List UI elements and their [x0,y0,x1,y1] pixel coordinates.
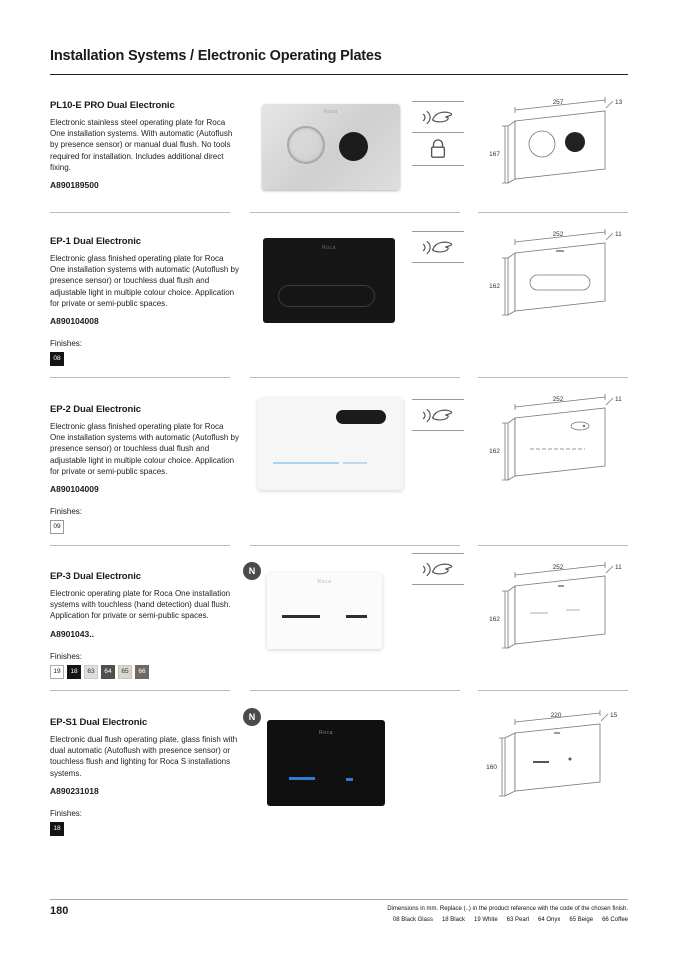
finishes-label: Finishes: [50,338,83,348]
light-strip [273,462,339,464]
dim-height: 162 [489,283,500,290]
page-number: 180 [50,905,69,917]
product-title: EP-2 Dual Electronic [50,404,141,415]
dimension-drawing [478,96,628,196]
product-title: EP-1 Dual Electronic [50,236,141,247]
new-badge: N [243,562,261,580]
finish-chip: 09 [50,520,64,534]
section-divider [50,377,230,378]
finish-chip: 64 [101,665,115,679]
product-code: A8901043.. [50,628,94,639]
flush-button [287,126,325,164]
touchless-zone [282,615,320,618]
finish-chips [50,822,240,836]
touchless-sensor-icon [412,102,464,132]
product-description: Electronic glass finished operating plate for Roca One installation systems with automatic (Autoflush by presence sensor) or touchless dual flush and adjustable light in multiple colour choice. Application for private or semi-public spaces. [50,254,239,308]
product-description: Electronic operating plate for Roca One installation systems with touchless (hand detection) dual flush. Application for private or semi-public spaces. [50,589,231,621]
padlock-icon [412,133,464,165]
product-code: A890104008 [50,315,99,326]
product-section-ep-s1 [0,690,678,895]
page-title: Installation Systems / Electronic Operating Plates [50,48,382,64]
feature-icons [412,399,464,431]
section-divider [50,545,230,546]
touchless-sensor-icon [412,232,464,262]
light-strip [346,778,353,781]
section-divider [250,212,460,213]
section-divider [478,212,628,213]
dim-width: 252 [552,564,564,571]
dim-width: 257 [552,99,564,106]
product-section-ep-1 [0,212,678,377]
dimension-drawing [478,708,628,808]
dimension-drawing [478,561,628,661]
finish-chip: 08 [50,352,64,366]
finishes-label: Finishes: [50,506,83,516]
touchless-sensor-icon [412,400,464,430]
finish-chips [50,352,240,366]
light-strip [343,462,367,464]
product-info [50,571,240,679]
finish-chips [50,520,240,534]
product-photo [258,398,403,490]
product-photo [263,238,395,323]
header-rule [50,74,628,75]
product-photo [267,720,385,806]
dim-width: 252 [552,231,564,238]
touchless-sensor-icon [412,554,464,584]
dim-height: 160 [486,764,497,771]
feature-icons [412,101,464,166]
sensor-window [336,410,386,424]
section-divider [478,690,628,691]
section-divider [250,545,460,546]
feature-icons [412,231,464,263]
product-section-pl10-e-pro [0,90,678,212]
light-strip [289,777,315,780]
section-divider [50,212,230,213]
dim-depth: 11 [615,396,622,403]
finish-legend-item: 63 Pearl [506,917,530,923]
product-photo [267,573,382,649]
dimension-drawing [478,228,628,328]
product-info [50,717,240,836]
product-code: A890231018 [50,785,99,796]
dim-depth: 11 [615,564,622,571]
product-info [50,236,240,366]
feature-icons [412,553,464,585]
finish-chip: 66 [135,665,149,679]
touchless-zone [346,615,367,618]
finish-legend-item: 08 Black Glass [392,917,433,923]
finish-legend-item: 66 Coffee [602,917,628,923]
section-divider [250,377,460,378]
section-divider [478,377,628,378]
footer-note: Dimensions in mm. Replace (..) in the product reference with the code of the chosen finish. [387,906,628,912]
icon-divider [412,165,464,166]
finish-legend [384,917,628,923]
finish-chip: 65 [118,665,132,679]
brand-logo: Roca [317,579,332,585]
dim-width: 220 [550,712,562,719]
finish-chips [50,665,240,679]
sensor-window [339,132,368,161]
new-badge: N [243,708,261,726]
dim-height: 162 [489,616,500,623]
section-divider [250,690,460,691]
product-code: A890189500 [50,179,99,190]
finish-chip: 18 [50,822,64,836]
finishes-label: Finishes: [50,808,83,818]
product-description: Electronic glass finished operating plate for Roca One installation systems with automatic (Autoflush by presence sensor) or touchless dual flush and adjustable light in multiple colour choice. Application for private or semi-public spaces. [50,422,239,476]
section-divider [478,545,628,546]
product-info [50,404,240,534]
product-section-ep-3 [0,545,678,690]
section-divider [50,690,230,691]
product-title: PL10-E PRO Dual Electronic [50,100,175,111]
dim-width: 252 [552,396,564,403]
brand-logo: Roca [318,730,334,736]
product-code: A890104009 [50,483,99,494]
finish-legend-item: 19 White [473,917,498,923]
finish-legend-item: 64 Onyx [538,917,561,923]
footer-rule [50,899,628,900]
product-section-ep-2 [0,377,678,545]
dim-depth: 15 [610,712,618,719]
brand-logo: Roca [321,245,337,251]
product-photo [262,104,400,190]
icon-divider [412,262,464,263]
finishes-label: Finishes: [50,651,83,661]
flush-control-outline [278,285,375,307]
dim-height: 167 [489,151,500,158]
product-description: Electronic stainless steel operating plate for Roca One installation systems. With automatic (Autoflush by presence sensor) or manual dual flush. No tools required for installation. Includes additional direct fixing. [50,118,233,172]
dim-depth: 11 [615,231,622,238]
product-title: EP-S1 Dual Electronic [50,717,148,728]
finish-chip: 18 [67,665,81,679]
brand-logo: Roca [323,109,339,115]
icon-divider [412,430,464,431]
dim-depth: 13 [615,99,623,106]
finish-legend-item: 18 Black [441,917,465,923]
dimension-drawing [478,393,628,493]
finish-legend-item: 65 Beige [569,917,594,923]
product-title: EP-3 Dual Electronic [50,571,141,582]
finish-chip: 19 [50,665,64,679]
dim-height: 162 [489,448,500,455]
finish-chip: 63 [84,665,98,679]
product-description: Electronic dual flush operating plate, glass finish with dual automatic (Autoflush with presence sensor) or touchless flush and lighting for Roca S installations systems. [50,735,238,778]
product-info [50,100,240,190]
icon-divider [412,584,464,585]
